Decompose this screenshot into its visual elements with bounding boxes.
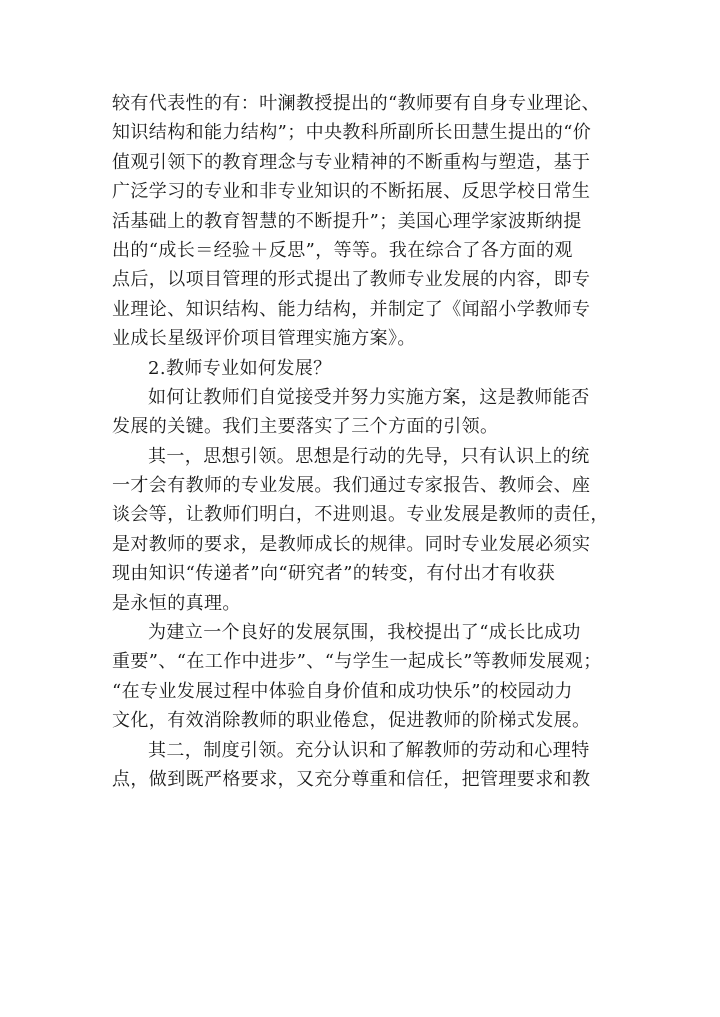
text-line: 现由知识“传递者”向“研究者”的转变，有付出才有收获: [112, 563, 556, 585]
text-line: 文化，有效消除教师的职业倦怠，促进教师的阶梯式发展。: [112, 710, 591, 732]
text-line: “在专业发展过程中体验自身价值和成功快乐”的校园动力: [112, 680, 573, 702]
text-line: 业成长星级评价项目管理实施方案》。: [112, 328, 416, 350]
text-line: 为建立一个良好的发展氛围，我校提出了“成长比成功: [148, 622, 581, 644]
text-line: 是对教师的要求，是教师成长的规律。同时专业发展必须实: [112, 533, 591, 555]
text-line: 点后，以项目管理的形式提出了教师专业发展的内容，即专: [112, 269, 591, 291]
text-line: 其二，制度引领。充分认识和了解教师的劳动和心理特: [148, 739, 590, 761]
document-body: [112, 89, 624, 794]
text-line: 一才会有教师的专业发展。我们通过专家报告、教师会、座: [112, 475, 591, 497]
text-line: 知识结构和能力结构”；中央教科所副所长田慧生提出的“价: [112, 122, 592, 144]
text-line: 重要”、“在工作中进步”、“与学生一起成长”等教师发展观；: [112, 651, 602, 673]
text-line: 是永恒的真理。: [112, 592, 241, 614]
text-line: 如何让教师们自觉接受并努力实施方案，这是教师能否: [148, 386, 590, 408]
text-line: 发展的关键。我们主要落实了三个方面的引领。: [112, 416, 499, 438]
text-line: 点，做到既严格要求，又充分尊重和信任，把管理要求和教: [112, 768, 591, 790]
text-line: 其一，思想引领。思想是行动的先导，只有认识上的统: [148, 445, 590, 467]
text-line: 业理论、知识结构、能力结构，并制定了《闻韶小学教师专: [112, 298, 591, 320]
text-line: 广泛学习的专业和非专业知识的不断拓展、反思学校日常生: [112, 181, 591, 203]
text-line: 值观引领下的教育理念与专业精神的不断重构与塑造，基于: [112, 151, 591, 173]
section-heading: 2.教师专业如何发展？: [148, 357, 332, 379]
text-line: 活基础上的教育智慧的不断提升”；美国心理学家波斯纳提: [112, 210, 582, 232]
text-line: 出的“成长＝经验＋反思”，等等。我在综合了各方面的观: [112, 239, 573, 261]
text-line: 较有代表性的有：叶澜教授提出的“教师要有自身专业理论、: [112, 93, 600, 114]
text-line: 谈会等，让教师们明白，不进则退。专业发展是教师的责任，: [112, 504, 609, 526]
